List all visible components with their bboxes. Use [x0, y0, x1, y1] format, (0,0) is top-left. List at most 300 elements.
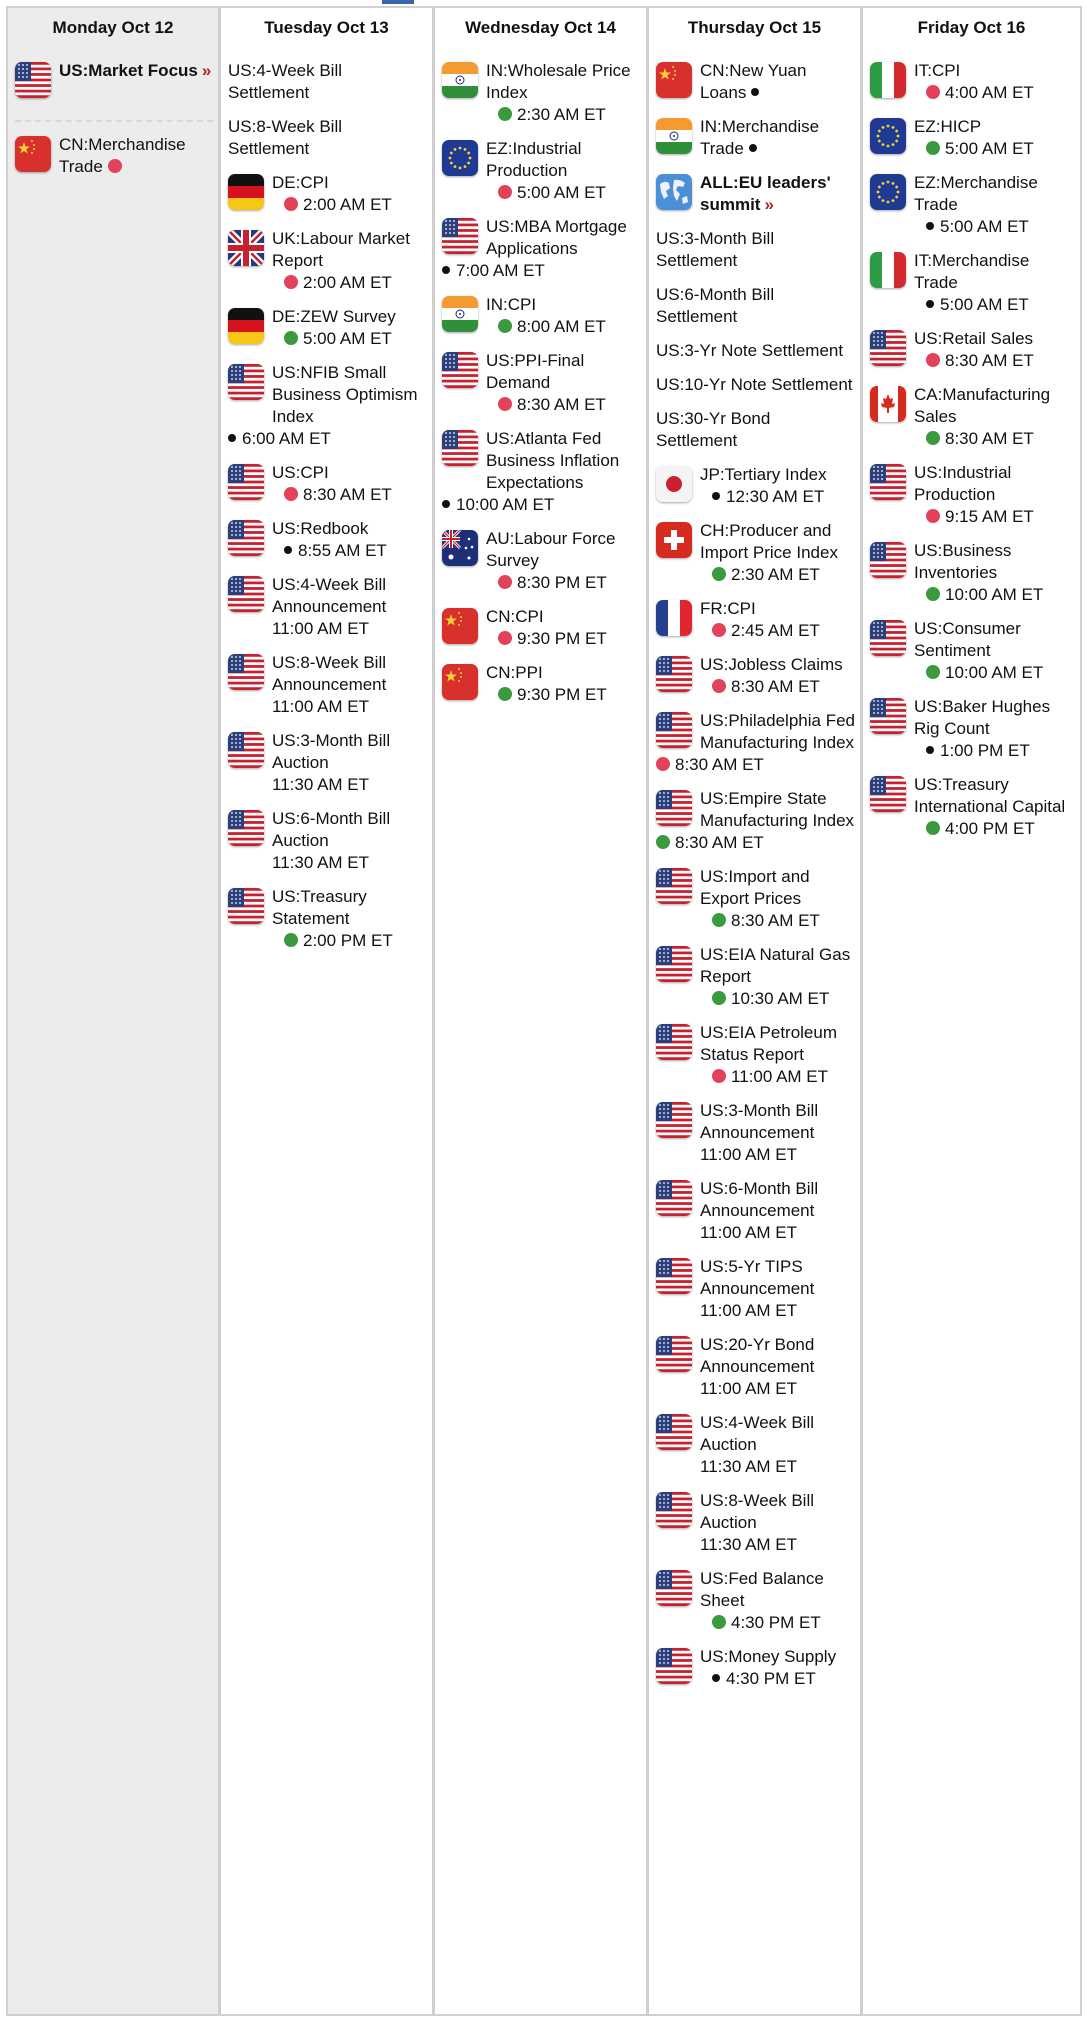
event-name[interactable]: US:8-Week Bill Settlement — [228, 117, 342, 158]
event-name[interactable]: US:EIA Petroleum Status Report — [700, 1023, 838, 1064]
event-time-value: 8:30 AM ET — [675, 755, 764, 774]
calendar-event[interactable] — [228, 172, 427, 216]
importance-high-dot — [498, 631, 512, 645]
event-name[interactable]: US:Import and Export Prices — [700, 867, 810, 908]
event-time — [926, 428, 1034, 450]
event-name[interactable]: US:Baker Hughes Rig Count — [914, 697, 1051, 738]
day-column-wednesday — [435, 8, 649, 2014]
event-name[interactable]: US:CPI — [272, 463, 329, 482]
event-time-value: 5:00 AM ET — [517, 183, 606, 202]
calendar-event[interactable] — [870, 774, 1075, 840]
event-time-value: 11:00 AM ET — [700, 1145, 798, 1164]
importance-low-dot — [228, 434, 236, 442]
event-time — [284, 484, 392, 506]
day-header: Tuesday Oct 13 — [264, 18, 389, 37]
event-name[interactable]: IN:CPI — [486, 295, 537, 314]
day-column-thursday — [649, 8, 863, 2014]
us-flag-icon — [442, 218, 478, 254]
us-flag-icon — [656, 1648, 692, 1684]
importance-medium-dot — [284, 933, 298, 947]
event-time-value: 9:30 PM ET — [517, 685, 607, 704]
event-time — [442, 494, 554, 516]
calendar-event[interactable] — [228, 228, 427, 294]
event-name[interactable]: US:6-Month Bill Auction — [272, 809, 391, 850]
event-name[interactable]: US:PPI-Final Demand — [486, 351, 585, 392]
event-time-value: 11:00 AM ET — [700, 1301, 798, 1320]
event-name[interactable]: ALL:EU leaders' summit — [700, 173, 831, 214]
event-name[interactable]: CH:Producer and Import Price Index — [700, 521, 838, 562]
cn-flag-icon — [442, 664, 478, 700]
event-time-value: 8:30 AM ET — [945, 429, 1034, 448]
importance-medium-dot — [712, 567, 726, 581]
event-name[interactable]: US:Philadelphia Fed Manufacturing Index — [700, 711, 855, 752]
event-time — [498, 684, 607, 706]
calendar-event[interactable] — [656, 520, 855, 586]
event-name[interactable]: US:3-Yr Note Settlement — [656, 341, 844, 360]
event-name[interactable]: CN:Merchandise Trade — [59, 135, 186, 176]
calendar-event[interactable] — [870, 172, 1075, 238]
chevron-right-icon[interactable]: » — [764, 195, 774, 214]
event-text — [656, 408, 855, 452]
importance-medium-dot — [926, 821, 940, 835]
calendar-event[interactable] — [870, 116, 1075, 160]
calendar-event[interactable] — [442, 350, 641, 416]
event-time-value: 10:00 AM ET — [945, 585, 1044, 604]
event-time — [272, 852, 369, 874]
event-time-value: 4:00 AM ET — [945, 83, 1034, 102]
event-time — [700, 1378, 797, 1400]
event-time-value: 11:30 AM ET — [700, 1457, 798, 1476]
calendar-event[interactable] — [228, 306, 427, 350]
importance-high-dot — [926, 85, 940, 99]
event-name[interactable]: US:4-Week Bill Announcement — [272, 575, 387, 616]
calendar-event[interactable] — [656, 116, 855, 160]
importance-high-dot — [926, 509, 940, 523]
importance-medium-dot — [498, 107, 512, 121]
calendar-event[interactable] — [870, 462, 1075, 528]
event-time-value: 8:30 AM ET — [945, 351, 1034, 370]
calendar-event[interactable] — [656, 340, 855, 362]
event-text — [656, 228, 855, 272]
calendar-event[interactable] — [870, 540, 1075, 606]
calendar-event[interactable] — [656, 60, 855, 104]
importance-high-dot — [284, 487, 298, 501]
in-flag-icon — [442, 296, 478, 332]
importance-high-dot — [712, 623, 726, 637]
in-flag-icon — [442, 62, 478, 98]
event-time-value: 2:00 AM ET — [303, 195, 392, 214]
event-time-value: 2:30 AM ET — [731, 565, 820, 584]
event-time — [284, 328, 392, 350]
importance-high-dot — [284, 197, 298, 211]
importance-medium-dot — [498, 687, 512, 701]
event-name[interactable]: US:4-Week Bill Settlement — [228, 61, 342, 102]
event-time-value: 11:30 AM ET — [272, 853, 370, 872]
event-time-value: 9:15 AM ET — [945, 507, 1034, 526]
calendar-event[interactable] — [870, 384, 1075, 450]
event-time-value: 10:00 AM ET — [945, 663, 1044, 682]
us-flag-icon — [228, 888, 264, 924]
globe-icon — [656, 174, 692, 210]
event-name[interactable]: US:3-Month Bill Settlement — [656, 229, 775, 270]
event-name[interactable]: CN:New Yuan Loans — [700, 61, 807, 102]
event-time — [700, 1222, 797, 1244]
calendar-event[interactable] — [870, 250, 1075, 316]
importance-low-dot — [749, 144, 757, 152]
event-time-value: 8:30 AM ET — [731, 911, 820, 930]
event-time — [656, 832, 764, 854]
us-flag-icon — [656, 1180, 692, 1216]
event-name[interactable]: CN:PPI — [486, 663, 543, 682]
event-time — [656, 754, 764, 776]
us-flag-icon — [656, 1258, 692, 1294]
calendar-event[interactable] — [442, 528, 641, 594]
event-name[interactable]: US:10-Yr Note Settlement — [656, 375, 853, 394]
event-name[interactable]: US:EIA Natural Gas Report — [700, 945, 851, 986]
calendar-event[interactable] — [442, 216, 641, 282]
event-time-value: 11:00 AM ET — [272, 619, 370, 638]
cn-flag-icon — [656, 62, 692, 98]
calendar-event[interactable] — [228, 362, 427, 450]
importance-medium-dot — [712, 1615, 726, 1629]
us-flag-icon — [442, 430, 478, 466]
calendar-event[interactable] — [656, 1100, 855, 1166]
event-name[interactable]: EZ:HICP — [914, 117, 982, 136]
event-time-value: 5:00 AM ET — [945, 139, 1034, 158]
calendar-event[interactable] — [870, 618, 1075, 684]
event-text — [228, 116, 427, 160]
calendar-event[interactable] — [656, 1646, 855, 1690]
event-name[interactable]: AU:Labour Force Survey — [486, 529, 616, 570]
importance-low-dot — [442, 266, 450, 274]
event-time-value: 11:00 AM ET — [272, 697, 370, 716]
us-flag-icon — [228, 654, 264, 690]
event-name[interactable]: CA:Manufacturing Sales — [914, 385, 1051, 426]
event-time — [442, 260, 545, 282]
event-time — [926, 138, 1034, 160]
event-name[interactable]: US:8-Week Bill Auction — [700, 1491, 814, 1532]
importance-low-dot — [284, 546, 292, 554]
event-time-value: 9:30 PM ET — [517, 629, 607, 648]
calendar-event[interactable] — [656, 944, 855, 1010]
it-flag-icon — [870, 62, 906, 98]
us-flag-icon — [228, 732, 264, 768]
event-time — [926, 82, 1034, 104]
event-time — [712, 620, 820, 642]
event-name[interactable]: US:Money Supply — [700, 1647, 837, 1666]
event-time — [498, 182, 606, 204]
calendar-event[interactable] — [656, 408, 855, 452]
chevron-right-icon[interactable]: » — [201, 61, 212, 80]
cn-flag-icon — [15, 136, 51, 172]
calendar-event[interactable] — [15, 60, 213, 122]
event-time-value: 8:30 AM ET — [303, 485, 392, 504]
uk-flag-icon — [228, 230, 264, 266]
us-flag-icon — [870, 776, 906, 812]
us-flag-icon — [228, 364, 264, 400]
event-time-value: 2:30 AM ET — [517, 105, 606, 124]
event-name[interactable]: CN:CPI — [486, 607, 544, 626]
importance-low-dot — [442, 500, 450, 508]
event-time — [712, 988, 829, 1010]
us-flag-icon — [656, 1102, 692, 1138]
event-name[interactable]: DE:ZEW Survey — [272, 307, 396, 326]
us-flag-icon — [656, 1570, 692, 1606]
event-name[interactable]: US:MBA Mortgage Applications — [486, 217, 627, 258]
importance-high-dot — [656, 757, 670, 771]
event-text — [656, 340, 855, 362]
calendar-event[interactable] — [442, 60, 641, 126]
event-time — [272, 774, 369, 796]
event-time — [700, 1300, 797, 1322]
event-name[interactable]: UK:Labour Market Report — [272, 229, 410, 270]
calendar-event[interactable] — [656, 1334, 855, 1400]
event-time — [498, 316, 606, 338]
calendar-event[interactable] — [656, 1178, 855, 1244]
event-name[interactable]: US:Empire State Manufacturing Index — [700, 789, 855, 830]
calendar-event[interactable] — [656, 1490, 855, 1556]
us-flag-icon — [442, 352, 478, 388]
calendar-event[interactable] — [656, 374, 855, 396]
calendar-event[interactable] — [442, 428, 641, 516]
importance-medium-dot — [712, 913, 726, 927]
event-name[interactable]: US:Atlanta Fed Business Inflation Expectations — [486, 429, 620, 492]
importance-low-dot — [926, 300, 934, 308]
de-flag-icon — [228, 308, 264, 344]
us-flag-icon — [15, 62, 51, 98]
us-flag-icon — [656, 1024, 692, 1060]
event-time-value: 10:00 AM ET — [456, 495, 555, 514]
calendar-event[interactable] — [656, 598, 855, 642]
importance-low-dot — [926, 746, 934, 754]
calendar-event[interactable] — [228, 60, 427, 104]
importance-medium-dot — [712, 991, 726, 1005]
importance-high-dot — [108, 159, 122, 173]
event-text — [228, 60, 427, 104]
day-header: Monday Oct 12 — [52, 18, 174, 37]
event-time — [712, 676, 820, 698]
event-name[interactable]: US:20-Yr Bond Announcement — [700, 1335, 815, 1376]
calendar-event[interactable] — [442, 138, 641, 204]
event-name[interactable]: DE:CPI — [272, 173, 329, 192]
us-flag-icon — [656, 1336, 692, 1372]
event-name[interactable]: US:8-Week Bill Announcement — [272, 653, 387, 694]
event-time — [284, 272, 392, 294]
event-name[interactable]: US:6-Month Bill Announcement — [700, 1179, 819, 1220]
event-text — [656, 284, 855, 328]
event-time — [712, 486, 824, 508]
calendar-event[interactable] — [656, 464, 855, 508]
importance-medium-dot — [926, 665, 940, 679]
day-column-monday — [8, 8, 221, 2014]
event-time-value: 5:00 AM ET — [940, 295, 1029, 314]
event-name[interactable]: IT:Merchandise Trade — [914, 251, 1030, 292]
event-time-value: 11:30 AM ET — [272, 775, 370, 794]
calendar-event[interactable] — [442, 606, 641, 650]
calendar-event[interactable] — [228, 518, 427, 562]
event-time — [284, 930, 393, 952]
importance-medium-dot — [656, 835, 670, 849]
ch-flag-icon — [656, 522, 692, 558]
event-name[interactable]: FR:CPI — [700, 599, 756, 618]
jp-flag-icon — [656, 466, 692, 502]
event-time — [712, 1612, 821, 1634]
event-name[interactable]: US:Fed Balance Sheet — [700, 1569, 824, 1610]
event-time — [712, 564, 820, 586]
event-name[interactable]: US:3-Month Bill Auction — [272, 731, 391, 772]
importance-high-dot — [712, 679, 726, 693]
event-time — [712, 910, 820, 932]
event-time-value: 8:30 AM ET — [675, 833, 764, 852]
event-time — [700, 1144, 797, 1166]
event-time-value: 8:30 AM ET — [731, 677, 820, 696]
eu-flag-icon — [870, 174, 906, 210]
us-flag-icon — [228, 576, 264, 612]
event-time — [926, 294, 1029, 316]
calendar-event[interactable] — [656, 1568, 855, 1634]
event-time-value: 8:30 AM ET — [517, 395, 606, 414]
event-time-value: 4:00 PM ET — [945, 819, 1035, 838]
calendar-event[interactable] — [656, 654, 855, 698]
calendar-event[interactable] — [228, 462, 427, 506]
calendar-event[interactable] — [656, 1412, 855, 1478]
day-header: Thursday Oct 15 — [687, 18, 822, 37]
event-time — [712, 1668, 816, 1690]
it-flag-icon — [870, 252, 906, 288]
calendar-event[interactable] — [870, 696, 1075, 762]
us-flag-icon — [228, 520, 264, 556]
event-time-value: 5:00 AM ET — [940, 217, 1029, 236]
event-time-value: 11:00 AM ET — [731, 1067, 829, 1086]
day-header: Wednesday Oct 14 — [465, 18, 616, 37]
calendar-event[interactable] — [228, 574, 427, 640]
event-time-value: 2:00 PM ET — [303, 931, 393, 950]
importance-high-dot — [284, 275, 298, 289]
calendar-event[interactable] — [228, 808, 427, 874]
event-time-value: 8:55 AM ET — [298, 541, 387, 560]
event-time — [498, 394, 606, 416]
event-name[interactable]: IT:CPI — [914, 61, 961, 80]
us-flag-icon — [870, 620, 906, 656]
event-name[interactable]: US:6-Month Bill Settlement — [656, 285, 775, 326]
calendar-event[interactable] — [228, 730, 427, 796]
us-flag-icon — [870, 542, 906, 578]
event-time-value: 10:30 AM ET — [731, 989, 830, 1008]
importance-medium-dot — [498, 319, 512, 333]
event-time-value: 4:30 PM ET — [726, 1669, 816, 1688]
calendar-event[interactable] — [870, 328, 1075, 372]
calendar-event[interactable] — [656, 172, 855, 216]
event-time — [926, 740, 1030, 762]
importance-high-dot — [498, 575, 512, 589]
event-name[interactable]: IN:Wholesale Price Index — [486, 61, 631, 102]
event-name[interactable]: US:Treasury Statement — [272, 887, 367, 928]
weekly-calendar — [6, 6, 1082, 2016]
event-name[interactable]: US:Market Focus — [59, 61, 198, 80]
event-name[interactable]: US:Retail Sales — [914, 329, 1034, 348]
us-flag-icon — [656, 946, 692, 982]
us-flag-icon — [656, 868, 692, 904]
event-name[interactable]: US:Industrial Production — [914, 463, 1012, 504]
day-column-tuesday — [221, 8, 435, 2014]
event-time — [284, 194, 392, 216]
event-name[interactable]: EZ:Merchandise Trade — [914, 173, 1038, 214]
calendar-event[interactable] — [656, 1256, 855, 1322]
importance-medium-dot — [926, 587, 940, 601]
importance-high-dot — [498, 397, 512, 411]
event-time — [926, 818, 1035, 840]
event-time-value: 11:30 AM ET — [700, 1535, 798, 1554]
calendar-event[interactable] — [656, 866, 855, 932]
day-column-friday — [863, 8, 1080, 2014]
importance-high-dot — [712, 1069, 726, 1083]
calendar-event[interactable] — [442, 662, 641, 706]
cn-flag-icon — [442, 608, 478, 644]
us-flag-icon — [656, 1414, 692, 1450]
de-flag-icon — [228, 174, 264, 210]
importance-low-dot — [712, 492, 720, 500]
event-time — [926, 216, 1029, 238]
calendar-event[interactable] — [228, 116, 427, 160]
ca-flag-icon — [870, 386, 906, 422]
event-time-value: 12:30 AM ET — [726, 487, 825, 506]
event-name[interactable]: US:Redbook — [272, 519, 369, 538]
importance-medium-dot — [284, 331, 298, 345]
event-text — [656, 374, 855, 396]
event-name[interactable]: US:30-Yr Bond Settlement — [656, 409, 771, 450]
calendar-event[interactable] — [656, 1022, 855, 1088]
event-time — [272, 696, 369, 718]
calendar-event[interactable] — [870, 60, 1075, 104]
event-name[interactable]: US:Jobless Claims — [700, 655, 843, 674]
event-name[interactable]: US:4-Week Bill Auction — [700, 1413, 814, 1454]
event-time-value: 11:00 AM ET — [700, 1379, 798, 1398]
calendar-event[interactable] — [656, 710, 855, 776]
event-name[interactable]: IN:Merchandise Trade — [700, 117, 820, 158]
event-name[interactable]: US:Business Inventories — [914, 541, 1012, 582]
event-name[interactable]: US:NFIB Small Business Optimism Index — [272, 363, 418, 426]
calendar-event[interactable] — [228, 886, 427, 952]
event-time-value: 1:00 PM ET — [940, 741, 1030, 760]
event-name[interactable]: EZ:Industrial Production — [486, 139, 582, 180]
calendar-event[interactable] — [442, 294, 641, 338]
event-time — [272, 618, 369, 640]
calendar-event[interactable] — [228, 652, 427, 718]
day-header: Friday Oct 16 — [917, 18, 1026, 37]
event-time-value: 8:00 AM ET — [517, 317, 606, 336]
event-time-value: 2:00 AM ET — [303, 273, 392, 292]
calendar-event[interactable] — [656, 284, 855, 328]
importance-high-dot — [926, 353, 940, 367]
event-name[interactable]: US:5-Yr TIPS Announcement — [700, 1257, 815, 1298]
calendar-event[interactable] — [656, 788, 855, 854]
event-name[interactable]: JP:Tertiary Index — [700, 465, 827, 484]
us-flag-icon — [656, 712, 692, 748]
top-accent-bar — [382, 0, 414, 4]
event-name[interactable]: US:Treasury International Capital — [914, 775, 1066, 816]
importance-high-dot — [498, 185, 512, 199]
event-name[interactable]: US:Consumer Sentiment — [914, 619, 1021, 660]
event-time — [926, 350, 1034, 372]
calendar-event[interactable] — [656, 228, 855, 272]
calendar-event[interactable] — [15, 134, 213, 178]
event-time — [228, 428, 331, 450]
importance-low-dot — [751, 88, 759, 96]
importance-medium-dot — [926, 141, 940, 155]
event-time — [700, 1456, 797, 1478]
au-flag-icon — [442, 530, 478, 566]
event-name[interactable]: US:3-Month Bill Announcement — [700, 1101, 819, 1142]
